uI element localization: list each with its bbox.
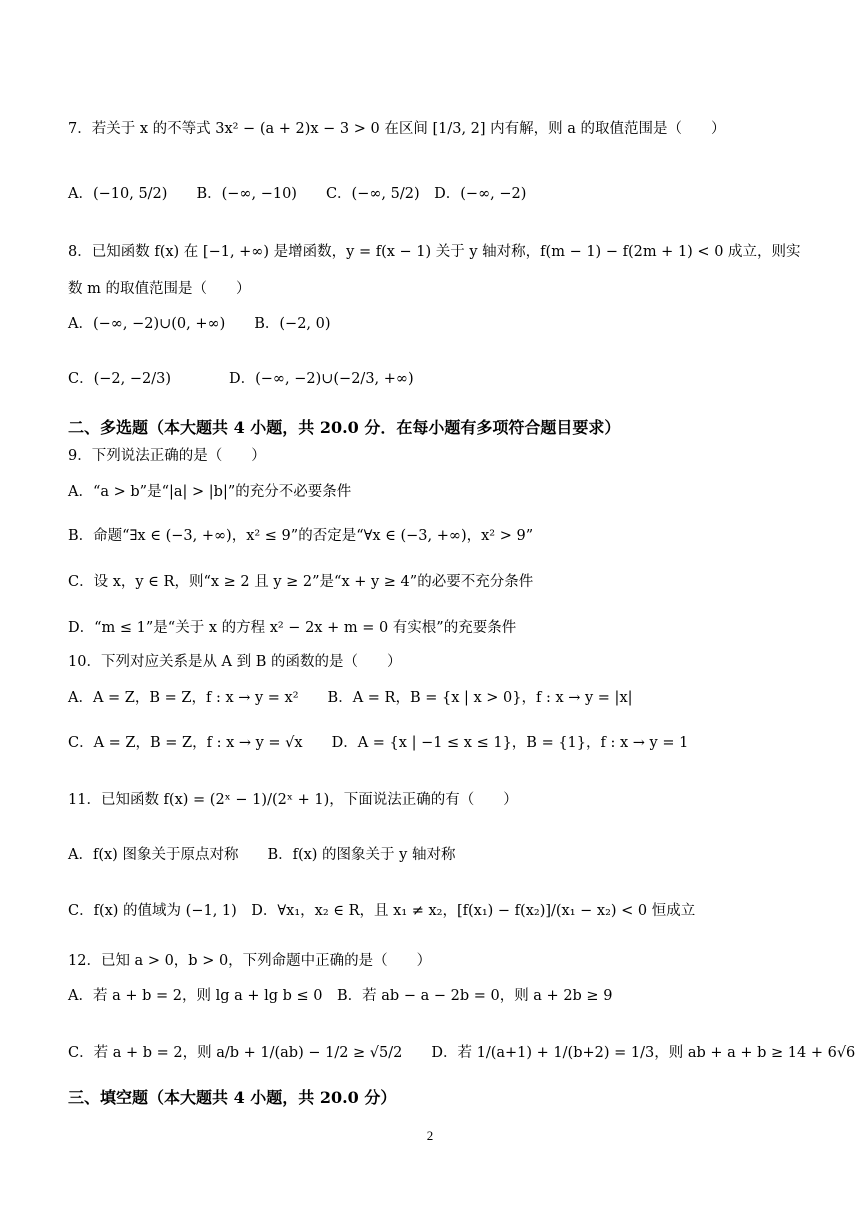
q8-options-cd: C．(−2, −2/3) D．(−∞, −2)∪(−2/3, +∞) xyxy=(68,371,414,387)
q11-options-ab: A．f(x) 图象关于原点对称 B．f(x) 的图象关于 y 轴对称 xyxy=(68,847,456,863)
q9-option-c: C．设 x，y ∈ R，则“x ≥ 2 且 y ≥ 2”是“x + y ≥ 4”的必要不充分条件 xyxy=(68,574,534,590)
q10-options-cd: C．A = Z，B = Z，f : x → y = √x D．A = {x | −1 ≤ x ≤ 1}，B = {1}，f : x → y = 1 xyxy=(68,735,689,751)
q11-stem: 11．已知函数 f(x) = (2ˣ − 1)/(2ˣ + 1)，下面说法正确的有（ ） xyxy=(68,792,518,808)
q11-options-cd: C．f(x) 的值域为 (−1, 1) D．∀x₁，x₂ ∈ R，且 x₁ ≠ x₂，[f(x₁) − f(x₂)]/(x₁ − x₂) < 0 恒成立 xyxy=(68,903,696,919)
q10-stem: 10．下列对应关系是从 A 到 B 的函数的是（ ） xyxy=(68,654,402,670)
q10-options-ab: A．A = Z，B = Z，f : x → y = x² B．A = R，B = {x | x > 0}，f : x → y = |x| xyxy=(68,690,633,706)
q12-options-cd: C．若 a + b = 2，则 a/b + 1/(ab) − 1/2 ≥ √5/2 D．若 1/(a+1) + 1/(b+2) = 1/3，则 ab + a + b ≥ 14 + 6√6 xyxy=(68,1045,856,1061)
page-number: 2 xyxy=(426,1128,434,1143)
q9-option-d: D．“m ≤ 1”是“关于 x 的方程 x² − 2x + m = 0 有实根”的充要条件 xyxy=(68,620,517,636)
q8-stem-line1: 8．已知函数 f(x) 在 [−1, +∞) 是增函数，y = f(x − 1) 关于 y 轴对称，f(m − 1) − f(2m + 1) < 0 成立，则实 xyxy=(68,244,801,260)
q9-option-a: A．“a > b”是“|a| > |b|”的充分不必要条件 xyxy=(68,484,352,500)
section-heading-multi-choice: 二、多选题（本大题共 4 小题，共 20.0 分．在每小题有多项符合题目要求） xyxy=(68,418,621,437)
q9-option-b: B．命题“∃x ∈ (−3, +∞)，x² ≤ 9”的否定是“∀x ∈ (−3, +∞)，x² > 9” xyxy=(68,528,534,544)
section-heading-fill-in: 三、填空题（本大题共 4 小题，共 20.0 分） xyxy=(68,1088,397,1107)
q7-stem: 7．若关于 x 的不等式 3x² − (a + 2)x − 3 > 0 在区间 [1/3, 2] 内有解，则 a 的取值范围是（ ） xyxy=(68,121,726,137)
q7-options: A．(−10, 5/2) B．(−∞, −10) C．(−∞, 5/2) D．(−∞, −2) xyxy=(68,186,527,202)
q8-options-ab: A．(−∞, −2)∪(0, +∞) B．(−2, 0) xyxy=(68,316,331,332)
q9-stem: 9．下列说法正确的是（ ） xyxy=(68,448,266,464)
q12-options-ab: A．若 a + b = 2，则 lg a + lg b ≤ 0 B．若 ab − a − 2b = 0，则 a + 2b ≥ 9 xyxy=(68,988,613,1004)
q12-stem: 12．已知 a > 0，b > 0，下列命题中正确的是（ ） xyxy=(68,953,432,969)
q8-stem-line2: 数 m 的取值范围是（ ） xyxy=(68,281,251,297)
